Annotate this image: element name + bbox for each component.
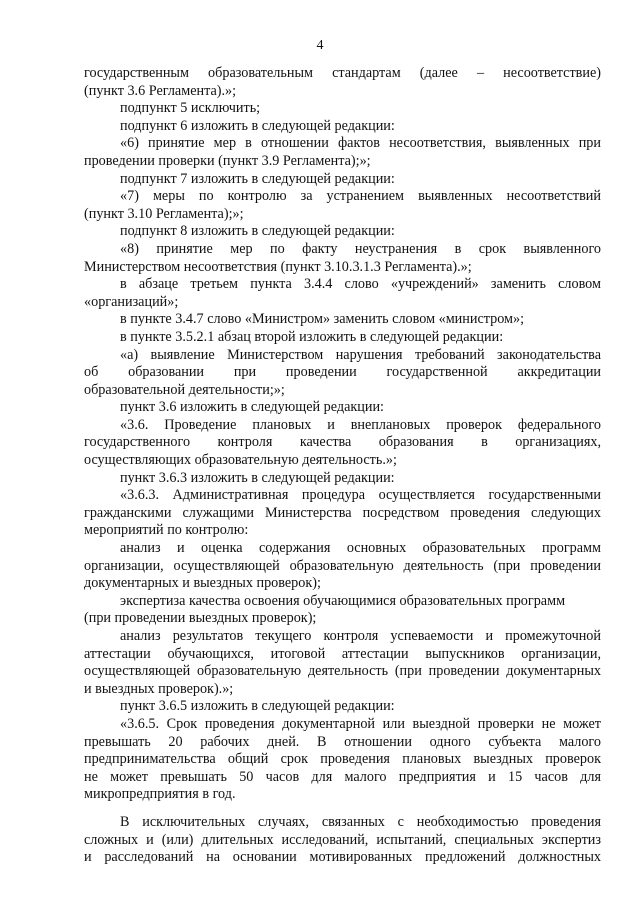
text-line: «организаций»; [84,293,179,310]
text-line: в пункте 3.4.7 слово «Министром» заменить словом «министром»; [120,311,525,328]
text-line: пункт 3.6.3 изложить в следующей редакции: [120,469,395,486]
text-line: подпункт 6 изложить в следующей редакции: [120,117,395,134]
text-line: Министерством несоответствия (пункт 3.10.3.1.3 Регламента).»; [84,258,472,275]
text-line: анализ и оценка содержания основных образовательных программ [120,540,601,557]
text-line: образовательной деятельности;»; [84,381,285,398]
text-line: анализ результатов текущего контроля успеваемости и промежуточной [120,628,601,644]
text-line: организации, осуществляющей образовательную деятельность (при проведении [84,557,601,574]
text-line: В исключительных случаях, связанных с необходимостью проведения [120,813,601,830]
text-line: «3.6.5. Срок проведения документарной или выездной проверки не может [120,715,601,732]
text-line: осуществляющих образовательную деятельность.»; [84,452,397,469]
text-line: «6) принятие мер в отношении фактов несоответствия, выявленных при [120,135,601,152]
text-line: подпункт 8 изложить в следующей редакции: [120,223,395,240]
text-line: превышать 20 рабочих дней. В отношении одного субъекта малого [84,733,601,750]
text-line: (пункт 3.6 Регламента).»; [84,82,237,99]
text-line: документарных и выездных проверок); [84,575,321,592]
text-line: сложных и (или) длительных исследований, испытаний, специальных экспертиз [84,831,601,848]
text-line: (пункт 3.10 Регламента);»; [84,205,244,222]
paragraph-gap [84,804,601,814]
document-body [84,65,601,867]
text-line: подпункт 5 исключить; [120,100,261,117]
text-line: в абзаце третьем пункта 3.4.4 слово «учреждений» заменить словом [120,276,601,293]
text-line: «3.6. Проведение плановых и внеплановых проверок федерального [120,416,601,433]
text-line: подпункт 7 изложить в следующей редакции: [120,170,395,187]
text-line: проведении проверки (пункт 3.9 Регламента);»; [84,152,371,169]
text-line: государственного контроля качества образования в организациях, [84,434,601,451]
text-line: аттестации обучающихся, итоговой аттестации выпускников организации, [84,645,601,662]
text-line: «8) принятие мер по факту неустранения в срок выявленного [120,240,601,257]
text-line: осуществляющей образовательную деятельность (при проведении документарных [84,663,601,680]
text-line: гражданскими служащими Министерства посредством проведения следующих [84,504,601,521]
text-line: «а) выявление Министерством нарушения требований законодательства [120,346,601,363]
text-line: мероприятий по контролю: [84,522,249,539]
text-line: пункт 3.6 изложить в следующей редакции: [120,399,384,416]
text-line: «3.6.3. Административная процедура осуществляется государственными [120,487,601,504]
page-number: 4 [316,38,324,53]
text-line: предпринимательства общий срок проведения плановых выездных проверок [84,751,601,768]
text-line: об образовании при проведении государственной аккредитации [84,364,601,381]
text-line: (при проведении выездных проверок); [84,610,317,627]
text-line: в пункте 3.5.2.1 абзац второй изложить в следующей редакции: [120,328,504,345]
text-line: экспертиза качества освоения обучающимися образовательных программ [120,592,566,609]
text-line: государственным образовательным стандартам (далее – несоответствие) [84,65,601,81]
text-line: пункт 3.6.5 изложить в следующей редакции: [120,698,395,715]
text-line: микропредприятия в год. [84,786,236,803]
text-line: «7) меры по контролю за устранением выявленных несоответствий [120,188,601,205]
text-line: не может превышать 50 часов для малого предприятия и 15 часов для [84,768,601,785]
text-line: и расследований на основании мотивированных предложений должностных [84,849,601,866]
text-line: и выездных проверок).»; [84,680,234,697]
